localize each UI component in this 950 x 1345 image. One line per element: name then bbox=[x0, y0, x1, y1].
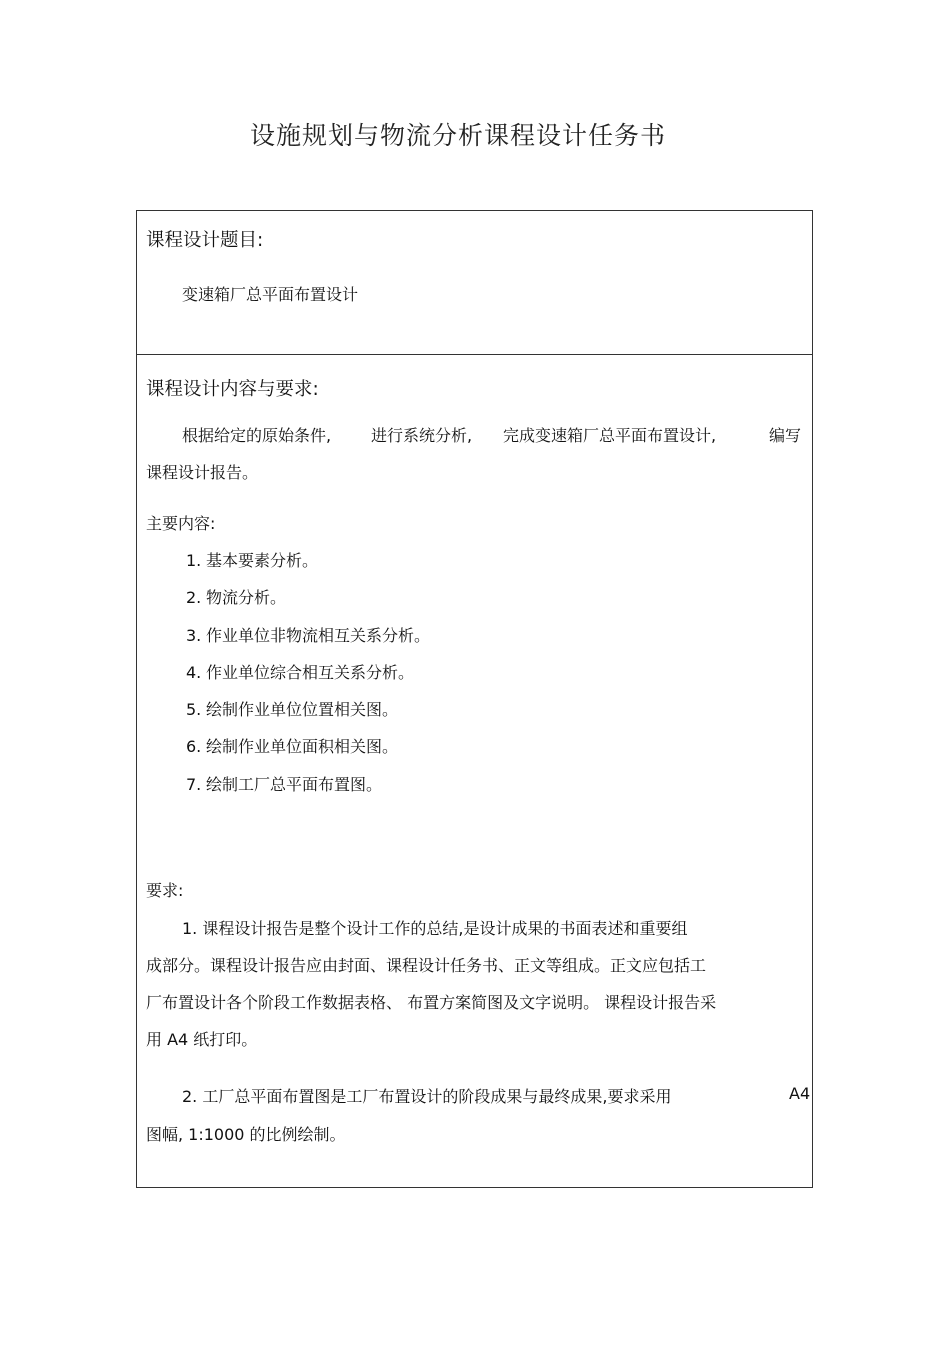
content-heading: 课程设计内容与要求: bbox=[146, 379, 319, 400]
intro-line-2: 课程设计报告。 bbox=[146, 463, 259, 482]
list-number: 1. bbox=[186, 551, 202, 570]
list-item bbox=[186, 660, 414, 683]
req2-line-1: 2. 工厂总平面布置图是工厂布置设计的阶段成果与最终成果,要求采用 bbox=[182, 1087, 672, 1106]
list-text: 绘制工厂总平面布置图。 bbox=[206, 775, 383, 794]
main-content-label: 主要内容: bbox=[146, 514, 216, 533]
list-number: 7. bbox=[186, 775, 202, 794]
list-number: 6. bbox=[186, 737, 202, 756]
list-number: 2. bbox=[186, 588, 202, 607]
list-item bbox=[186, 734, 398, 757]
req2-line-1-tail: A4 bbox=[789, 1084, 811, 1103]
req1-line-1: 1. 课程设计报告是整个设计工作的总结,是设计成果的书面表述和重要组 bbox=[182, 919, 688, 938]
list-text: 绘制作业单位面积相关图。 bbox=[206, 737, 399, 756]
list-text: 物流分析。 bbox=[206, 588, 287, 607]
intro-part-2: 进行系统分析, bbox=[371, 426, 473, 445]
row-divider bbox=[137, 354, 812, 355]
document-title: 设施规划与物流分析课程设计任务书 bbox=[249, 121, 666, 150]
list-text: 绘制作业单位位置相关图。 bbox=[206, 700, 399, 719]
req1-line-3: 厂布置设计各个阶段工作数据表格、 布置方案简图及文字说明。 课程设计报告采 bbox=[146, 993, 717, 1012]
list-text: 基本要素分析。 bbox=[206, 551, 319, 570]
req2-line-2: 图幅, 1:1000 的比例绘制。 bbox=[146, 1125, 346, 1144]
topic-heading: 课程设计题目: bbox=[146, 230, 264, 251]
req1-line-2: 成部分。课程设计报告应由封面、课程设计任务书、正文等组成。正文应包括工 bbox=[146, 956, 707, 975]
list-item bbox=[186, 772, 382, 795]
list-item bbox=[186, 697, 398, 720]
list-item bbox=[186, 585, 286, 608]
requirements-label: 要求: bbox=[146, 881, 184, 900]
list-text: 作业单位综合相互关系分析。 bbox=[206, 663, 415, 682]
list-number: 3. bbox=[186, 626, 202, 645]
topic-text: 变速箱厂总平面布置设计 bbox=[182, 285, 359, 304]
list-item bbox=[186, 548, 318, 571]
list-number: 4. bbox=[186, 663, 202, 682]
intro-part-4: 编写 bbox=[769, 426, 802, 445]
list-item bbox=[186, 623, 430, 646]
req1-line-4: 用 A4 纸打印。 bbox=[146, 1030, 258, 1049]
list-number: 5. bbox=[186, 700, 202, 719]
task-table bbox=[136, 210, 813, 1188]
intro-part-3: 完成变速箱厂总平面布置设计, bbox=[503, 426, 717, 445]
list-text: 作业单位非物流相互关系分析。 bbox=[206, 626, 431, 645]
intro-part-1: 根据给定的原始条件, bbox=[182, 426, 332, 445]
